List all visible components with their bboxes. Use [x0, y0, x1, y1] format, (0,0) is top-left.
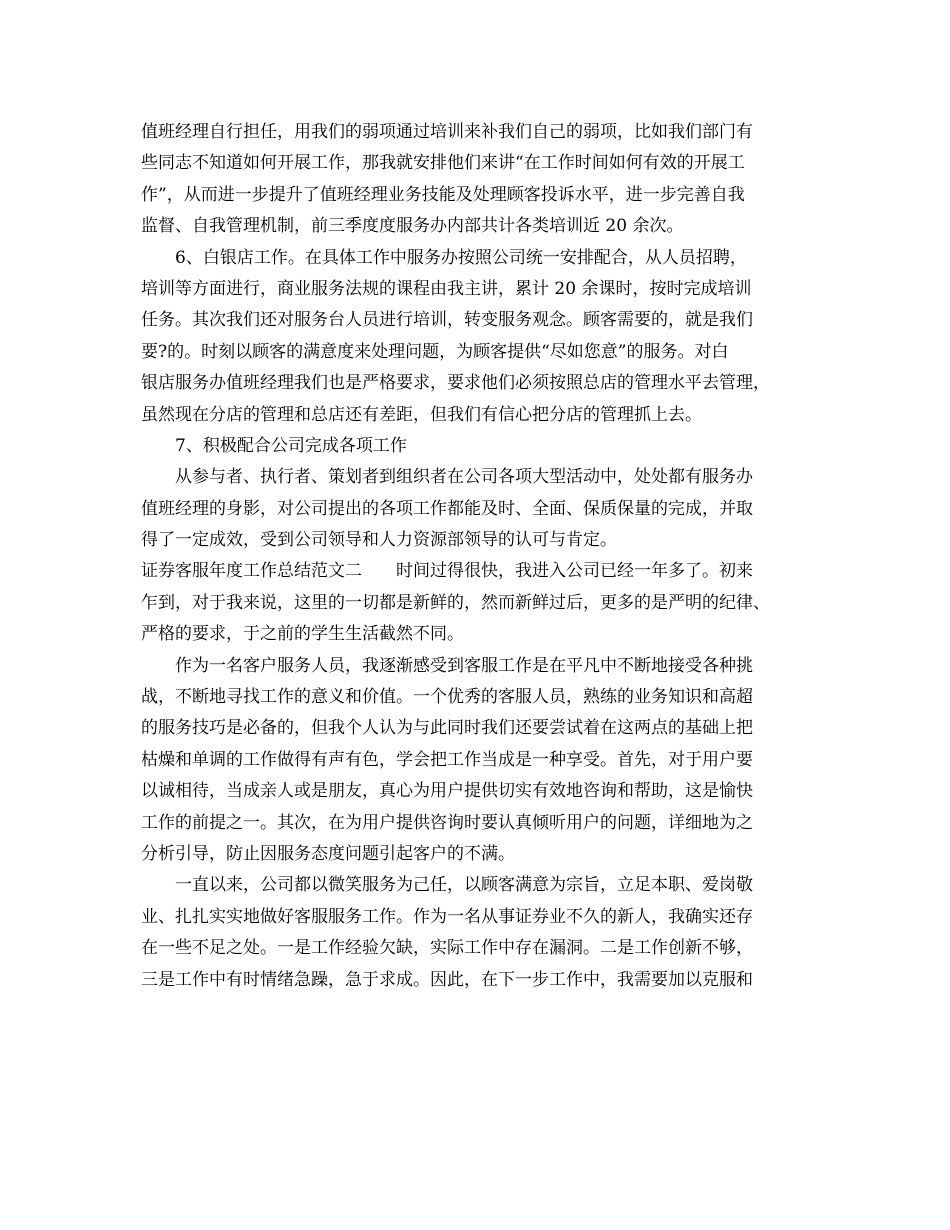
paragraph-start-line: 一直以来，公司都以微笑服务为己任，以顾客满意为宗旨，立足本职、爱岗敬 [175, 875, 753, 896]
text-line: 分析引导，防止因服务态度问题引起客户的不满。 [141, 843, 515, 864]
text-line: 乍到，对于我来说，这里的一切都是新鲜的，然而新鲜过后，更多的是严明的纪律、 [141, 592, 770, 613]
document-title: 证券客服年度工作总结范文二 [141, 561, 362, 582]
text-line: 枯燥和单调的工作做得有声有色，学会把工作当成是一种享受。首先，对于用户要 [141, 749, 753, 770]
text-line: 三是工作中有时情绪急躁，急于求成。因此，在下一步工作中，我需要加以克服和 [141, 969, 753, 990]
text-line: 些同志不知道如何开展工作，那我就安排他们来讲“在工作时间如何有效的开展工 [141, 153, 745, 174]
paragraph-start-line: 从参与者、执行者、策划者到组织者在公司各项大型活动中，处处都有服务办 [175, 467, 753, 488]
text-line: 工作的前提之一。其次，在为用户提供咨询时要认真倾听用户的问题，详细地为之 [141, 812, 753, 833]
paragraph-start-line: 作为一名客户服务人员，我逐渐感受到客服工作是在平凡中不断地接受各种挑 [175, 655, 753, 676]
text-line: 以诚相待，当成亲人或是朋友，真心为用户提供切实有效地咨询和帮助，这是愉快 [141, 781, 753, 802]
body-text [141, 117, 831, 996]
text-line: 任务。其次我们还对服务台人员进行培训，转变服务观念。顾客需要的，就是我们 [141, 310, 753, 331]
text-line: 虽然现在分店的管理和总店还有差距，但我们有信心把分店的管理抓上去。 [141, 404, 702, 425]
section-heading: 7、积极配合公司完成各项工作 [175, 435, 407, 456]
text-line: 值班经理的身影，对公司提出的各项工作都能及时、全面、保质保量的完成，并取 [141, 498, 753, 519]
text-line: 监督、自我管理机制，前三季度度服务办内部共计各类培训近 20 余次。 [141, 216, 684, 237]
text-line: 在一些不足之处。一是工作经验欠缺，实际工作中存在漏洞。二是工作创新不够， [141, 938, 753, 959]
text-line: 的服务技巧是必备的，但我个人认为与此同时我们还要尝试着在这两点的基础上把 [141, 718, 753, 739]
title-line [141, 556, 831, 587]
paragraph-start-line: 6、白银店工作。在具体工作中服务办按照公司统一安排配合，从人员招聘， [175, 247, 747, 268]
text-line: 业、扎扎实实地做好客服服务工作。作为一名从事证券业不久的新人，我确实还存 [141, 906, 753, 927]
text-line: 得了一定成效，受到公司领导和人力资源部领导的认可与肯定。 [141, 530, 617, 551]
text-line: 战，不断地寻找工作的意义和价值。一个优秀的客服人员，熟练的业务知识和高超 [141, 687, 753, 708]
text-line: 要?的。时刻以顾客的满意度来处理问题，为顾客提供“尽如您意”的服务。对白 [141, 341, 729, 362]
title-line-text: 时间过得很快，我进入公司已经一年多了。初来 [396, 561, 753, 582]
text-line: 银店服务办值班经理我们也是严格要求，要求他们必须按照总店的管理水平去管理， [141, 373, 770, 394]
text-line: 值班经理自行担任，用我们的弱项通过培训来补我们自己的弱项，比如我们部门有 [141, 122, 753, 142]
text-line: 作”，从而进一步提升了值班经理业务技能及处理顾客投诉水平，进一步完善自我 [141, 184, 745, 205]
text-line: 严格的要求，于之前的学生生活截然不同。 [141, 624, 464, 645]
text-line: 培训等方面进行，商业服务法规的课程由我主讲，累计 20 余课时，按时完成培训 [141, 278, 752, 299]
